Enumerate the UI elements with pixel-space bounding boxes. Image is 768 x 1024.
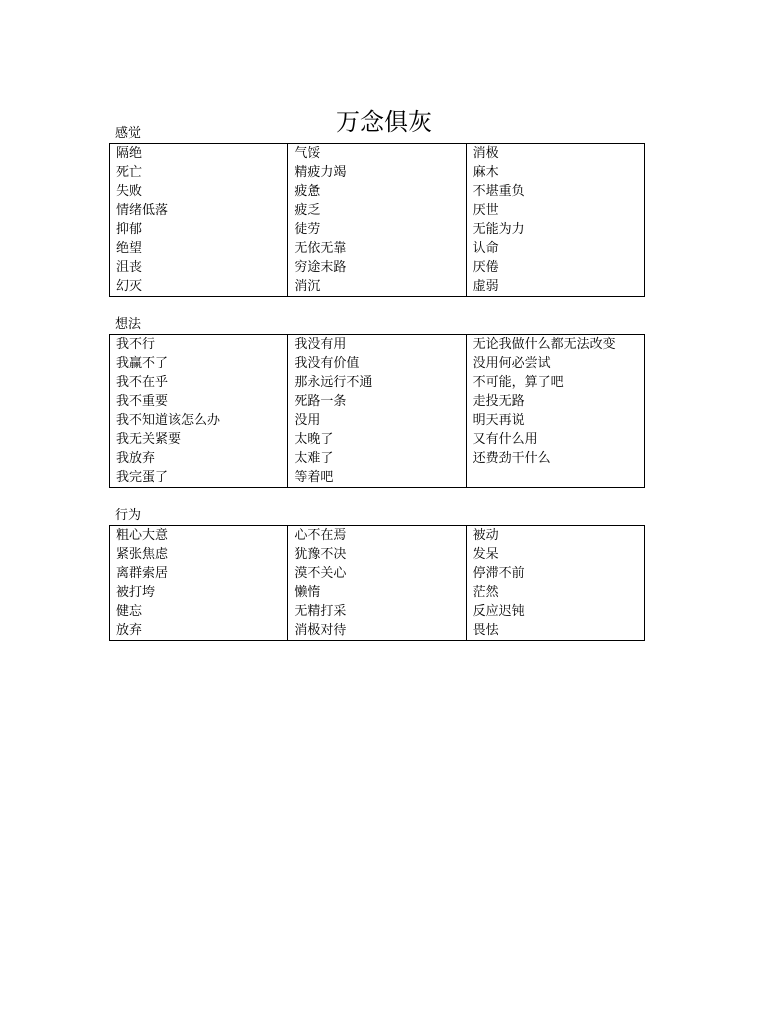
word-cell: 疲乏 <box>294 203 321 218</box>
word-cell: 懒惰 <box>294 585 321 600</box>
section-behaviors <box>109 508 645 641</box>
word-cell: 失败 <box>116 184 143 199</box>
word-cell: 抑郁 <box>116 222 143 237</box>
word-cell: 又有什么用 <box>472 432 538 447</box>
word-cell: 厌世 <box>472 203 499 218</box>
word-cell: 绝望 <box>116 241 143 256</box>
word-cell: 我不在乎 <box>116 375 169 390</box>
word-cell: 无依无靠 <box>294 241 347 256</box>
section-heading: 行为 <box>115 508 142 523</box>
section-heading: 感觉 <box>115 126 142 141</box>
word-cell: 漠不关心 <box>294 566 347 581</box>
word-cell: 消极 <box>472 146 499 161</box>
word-cell: 太难了 <box>294 451 334 466</box>
word-cell: 无精打采 <box>294 604 347 619</box>
grid-column <box>287 335 465 487</box>
word-grid <box>109 334 645 488</box>
word-cell: 穷途末路 <box>294 260 347 275</box>
section-heading: 想法 <box>115 317 142 332</box>
grid-column <box>466 144 644 296</box>
word-cell: 粗心大意 <box>116 528 169 543</box>
word-cell: 不可能，算了吧 <box>472 375 564 390</box>
page-title: 万念俱灰 <box>336 108 432 137</box>
word-grid <box>109 143 645 297</box>
word-cell: 我不行 <box>116 337 156 352</box>
word-cell: 停滞不前 <box>472 566 525 581</box>
word-cell: 放弃 <box>116 623 143 638</box>
word-cell: 被动 <box>472 528 499 543</box>
word-cell: 无能为力 <box>472 222 525 237</box>
word-cell: 幻灭 <box>116 279 143 294</box>
word-cell: 隔绝 <box>116 146 143 161</box>
word-cell: 气馁 <box>294 146 321 161</box>
word-cell: 沮丧 <box>116 260 143 275</box>
grid-column <box>466 526 644 640</box>
word-cell: 那永远行不通 <box>294 375 373 390</box>
word-cell: 茫然 <box>472 585 499 600</box>
word-cell: 没用 <box>294 413 321 428</box>
word-cell: 走投无路 <box>472 394 525 409</box>
word-cell: 麻木 <box>472 165 499 180</box>
word-cell: 死亡 <box>116 165 143 180</box>
word-cell: 精疲力竭 <box>294 165 347 180</box>
word-cell: 不堪重负 <box>472 184 525 199</box>
word-cell: 无论我做什么都无法改变 <box>472 337 616 352</box>
word-grid <box>109 525 645 641</box>
word-cell: 死路一条 <box>294 394 347 409</box>
word-cell: 没用何必尝试 <box>472 356 551 371</box>
word-cell: 我不知道该怎么办 <box>116 413 221 428</box>
word-cell: 我赢不了 <box>116 356 169 371</box>
word-cell: 消极对待 <box>294 623 347 638</box>
word-cell: 我无关紧要 <box>116 432 182 447</box>
grid-column <box>287 144 465 296</box>
grid-column <box>110 335 287 487</box>
word-cell <box>473 468 644 487</box>
grid-column <box>110 144 287 296</box>
word-cell: 我完蛋了 <box>116 470 169 485</box>
word-cell: 明天再说 <box>472 413 525 428</box>
word-cell: 认命 <box>472 241 499 256</box>
word-cell: 太晚了 <box>294 432 334 447</box>
word-cell: 我没有用 <box>294 337 347 352</box>
word-cell: 厌倦 <box>472 260 499 275</box>
word-cell: 我放弃 <box>116 451 156 466</box>
word-cell: 疲惫 <box>294 184 321 199</box>
word-cell: 畏怯 <box>472 623 499 638</box>
grid-column <box>110 526 287 640</box>
grid-column <box>287 526 465 640</box>
word-cell: 犹豫不决 <box>294 547 347 562</box>
word-cell: 还费劲干什么 <box>472 451 551 466</box>
word-cell: 反应迟钝 <box>472 604 525 619</box>
word-cell: 虚弱 <box>472 279 499 294</box>
word-cell: 紧张焦虑 <box>116 547 169 562</box>
word-cell: 心不在焉 <box>294 528 347 543</box>
word-cell: 离群索居 <box>116 566 169 581</box>
grid-column <box>466 335 644 487</box>
word-cell: 我没有价值 <box>294 356 360 371</box>
word-cell: 徒劳 <box>294 222 321 237</box>
word-cell: 情绪低落 <box>116 203 169 218</box>
word-cell: 被打垮 <box>116 585 156 600</box>
word-cell: 等着吧 <box>294 470 334 485</box>
word-cell: 消沉 <box>294 279 321 294</box>
section-thoughts <box>109 317 645 488</box>
word-cell: 健忘 <box>116 604 143 619</box>
word-cell: 发呆 <box>472 547 499 562</box>
section-feelings <box>109 126 645 297</box>
word-cell: 我不重要 <box>116 394 169 409</box>
